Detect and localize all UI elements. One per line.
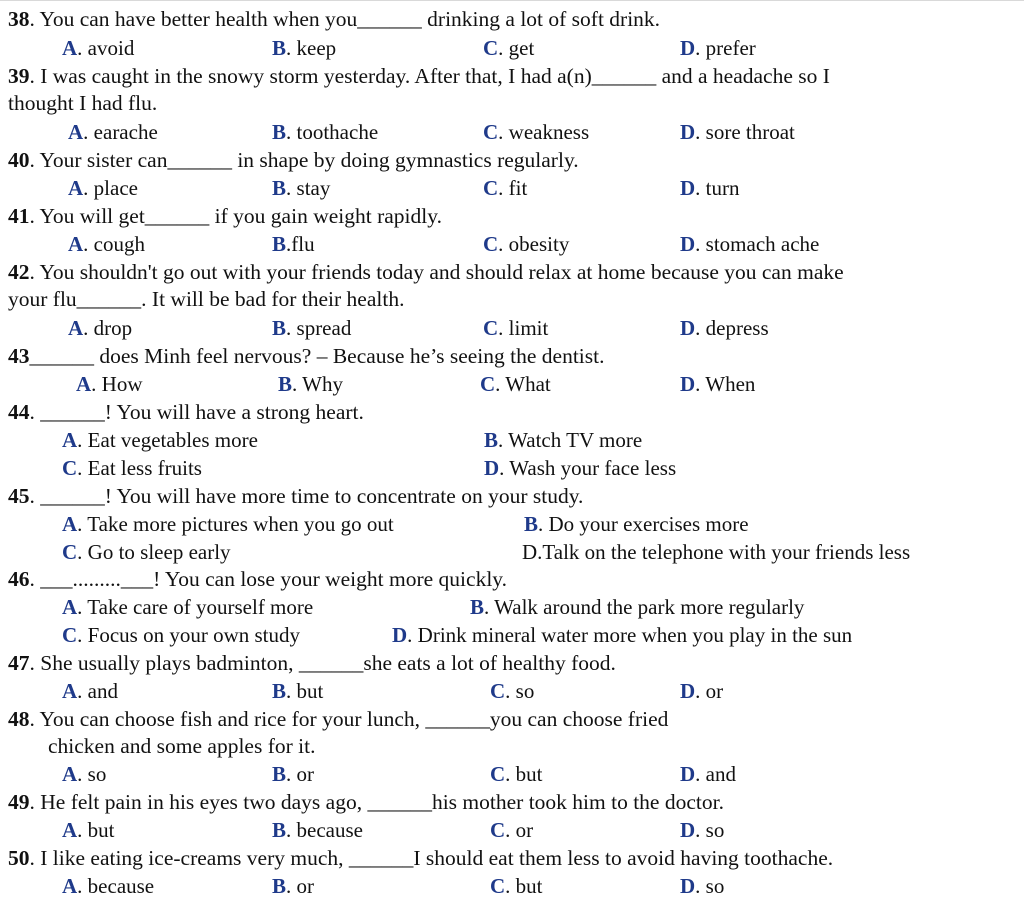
- option-b: B. spread: [272, 316, 352, 340]
- question-number: 45: [8, 484, 30, 508]
- question-number: 39: [8, 64, 30, 88]
- option-c: C. fit: [483, 176, 528, 200]
- option-c: C. Focus on your own study: [62, 623, 301, 647]
- question-45: [8, 483, 1016, 510]
- question-number: 42: [8, 260, 30, 284]
- question-39-continued: [8, 90, 1016, 117]
- question-41: [8, 203, 1016, 230]
- option-c: C. weakness: [483, 120, 590, 144]
- option-d: D.Talk on the telephone with your friends less: [522, 540, 911, 564]
- question-number: 41: [8, 204, 30, 228]
- option-b: B. or: [272, 762, 315, 786]
- question-number: 47: [8, 651, 30, 675]
- question-number: 43: [8, 344, 30, 368]
- option-d: D. or: [680, 679, 724, 703]
- option-a: A. place: [68, 176, 138, 200]
- question-number: 48: [8, 707, 30, 731]
- option-d: D. and: [680, 762, 736, 786]
- option-a: A. How: [76, 372, 143, 396]
- question-text: . Your sister can______ in shape by doing gymnastics regularly.: [29, 148, 579, 172]
- option-d: D. When: [680, 372, 756, 396]
- question-text: your flu______. It will be bad for their health.: [8, 287, 405, 311]
- option-a: A. cough: [68, 232, 145, 256]
- question-text: thought I had flu.: [8, 91, 158, 115]
- option-c: C. but: [490, 762, 543, 786]
- question-42: [8, 259, 1016, 286]
- option-b: B. Why: [278, 372, 343, 396]
- option-c: C. so: [490, 679, 535, 703]
- option-d: D. stomach ache: [680, 232, 820, 256]
- question-39: [8, 63, 1016, 90]
- option-a: A. drop: [68, 316, 133, 340]
- question-text: . You shouldn't go out with your friends today and should relax at home because you can make: [29, 260, 844, 284]
- question-text: . You can choose fish and rice for your lunch, ______you can choose fried: [29, 707, 669, 731]
- question-text: . ______! You will have more time to concentrate on your study.: [29, 484, 584, 508]
- option-a: A. Eat vegetables more: [62, 428, 258, 452]
- option-b: B.flu: [272, 232, 315, 256]
- option-b: B. but: [272, 679, 324, 703]
- question-text: . I like eating ice-creams very much, ______I should eat them less to avoid having toothache.: [29, 846, 834, 870]
- question-text: . You will get______ if you gain weight rapidly.: [29, 204, 442, 228]
- option-b: B. toothache: [272, 120, 379, 144]
- question-49: [8, 789, 1016, 816]
- question-42-continued: [8, 286, 1016, 313]
- option-b: B. stay: [272, 176, 331, 200]
- question-46: [8, 566, 1016, 593]
- option-c: C. obesity: [483, 232, 570, 256]
- question-number: 40: [8, 148, 30, 172]
- option-d: D. so: [680, 818, 725, 842]
- question-48: [8, 706, 1016, 733]
- option-c: C. get: [483, 36, 535, 60]
- option-b: B. because: [272, 818, 363, 842]
- question-number: 46: [8, 567, 30, 591]
- option-d: D. sore throat: [680, 120, 795, 144]
- option-a: A. avoid: [62, 36, 135, 60]
- top-cut-strip: [0, 0, 1024, 1]
- option-c: C. Go to sleep early: [62, 540, 231, 564]
- question-47: [8, 650, 1016, 677]
- question-40: [8, 147, 1016, 174]
- option-b: B. keep: [272, 36, 337, 60]
- option-d: D. turn: [680, 176, 740, 200]
- option-c: C. or: [490, 818, 534, 842]
- question-text: . You can have better health when you______ drinking a lot of soft drink.: [29, 7, 661, 31]
- option-b: B. Watch TV more: [484, 428, 643, 452]
- option-b: B. Walk around the park more regularly: [470, 595, 805, 619]
- option-c: C. limit: [483, 316, 549, 340]
- option-d: D. Wash your face less: [484, 456, 677, 480]
- question-44: [8, 399, 1016, 426]
- question-48-continued: [48, 733, 1008, 760]
- option-d: D. depress: [680, 316, 769, 340]
- option-a: A. but: [62, 818, 115, 842]
- question-50: [8, 845, 1016, 872]
- question-text: . I was caught in the snowy storm yesterday. After that, I had a(n)______ and a headache so I: [29, 64, 830, 88]
- question-text: . ___.........___! You can lose your weight more quickly.: [29, 567, 508, 591]
- question-43: [8, 343, 1016, 370]
- question-number: 38: [8, 7, 30, 31]
- question-number: 44: [8, 400, 30, 424]
- option-a: A. Take more pictures when you go out: [62, 512, 394, 536]
- question-38: [8, 6, 1016, 33]
- option-d: D. Drink mineral water more when you play in the sun: [392, 623, 853, 647]
- option-a: A. because: [62, 874, 155, 898]
- option-a: A. so: [62, 762, 107, 786]
- option-c: C. but: [490, 874, 543, 898]
- option-d: D. so: [680, 874, 725, 898]
- option-a: A. Take care of yourself more: [62, 595, 314, 619]
- option-b: B. Do your exercises more: [524, 512, 749, 536]
- option-b: B. or: [272, 874, 315, 898]
- option-c: C. What: [480, 372, 551, 396]
- question-number: 50: [8, 846, 30, 870]
- option-d: D. prefer: [680, 36, 756, 60]
- option-c: C. Eat less fruits: [62, 456, 202, 480]
- question-number: 49: [8, 790, 30, 814]
- option-a: A. and: [62, 679, 118, 703]
- question-text: . He felt pain in his eyes two days ago, ______his mother took him to the doctor.: [29, 790, 724, 814]
- question-text: chicken and some apples for it.: [48, 734, 316, 758]
- question-text: . ______! You will have a strong heart.: [29, 400, 364, 424]
- option-a: A. earache: [68, 120, 158, 144]
- question-text: ______ does Minh feel nervous? – Because he’s seeing the dentist.: [29, 344, 605, 368]
- question-text: . She usually plays badminton, ______she eats a lot of healthy food.: [29, 651, 616, 675]
